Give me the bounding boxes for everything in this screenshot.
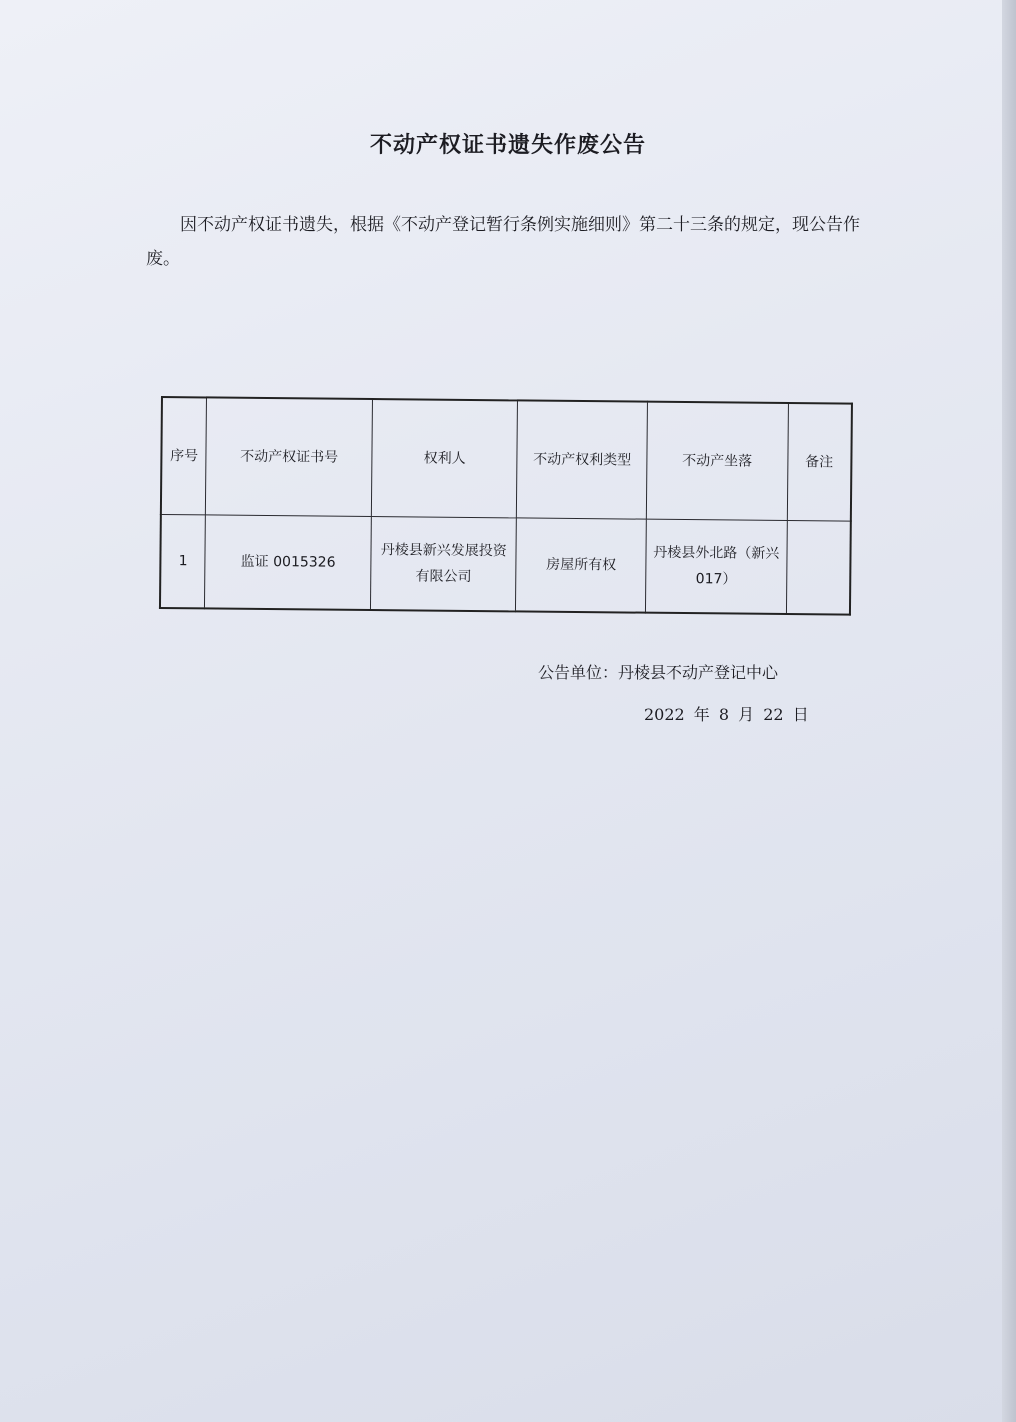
- header-cell-right-holder: 权利人: [371, 399, 518, 518]
- paper-edge: [1002, 0, 1016, 1422]
- cell-right-type: 房屋所有权: [516, 518, 646, 613]
- certificate-table: [159, 396, 853, 616]
- cell-index: 1: [160, 515, 206, 609]
- notice-body: 因不动产权证书遗失，根据《不动产登记暂行条例实施细则》第二十三条的规定，现公告作废。: [146, 215, 860, 269]
- header-cell-certificate-number: 不动产权证书号: [206, 397, 373, 516]
- notice-title: 不动产权证书遗失作废公告: [369, 132, 646, 158]
- cell-remarks: [786, 521, 851, 615]
- cell-location: 丹棱县外北路（新兴 017）: [645, 519, 787, 614]
- issuing-unit: 公告单位：丹棱县不动产登记中心: [538, 663, 779, 682]
- table-row: [160, 515, 851, 615]
- header-cell-index: 序号: [161, 397, 207, 515]
- header-cell-location: 不动产坐落: [646, 402, 788, 521]
- header-cell-right-type: 不动产权利类型: [517, 400, 648, 519]
- cell-certificate-number: 监证 0015326: [205, 515, 371, 610]
- header-cell-remarks: 备注: [787, 403, 852, 521]
- table-header-row: [161, 397, 852, 521]
- cell-right-holder: 丹棱县新兴发展投资有限公司: [370, 517, 516, 612]
- issue-date: 2022 年 8 月 22 日: [644, 705, 809, 724]
